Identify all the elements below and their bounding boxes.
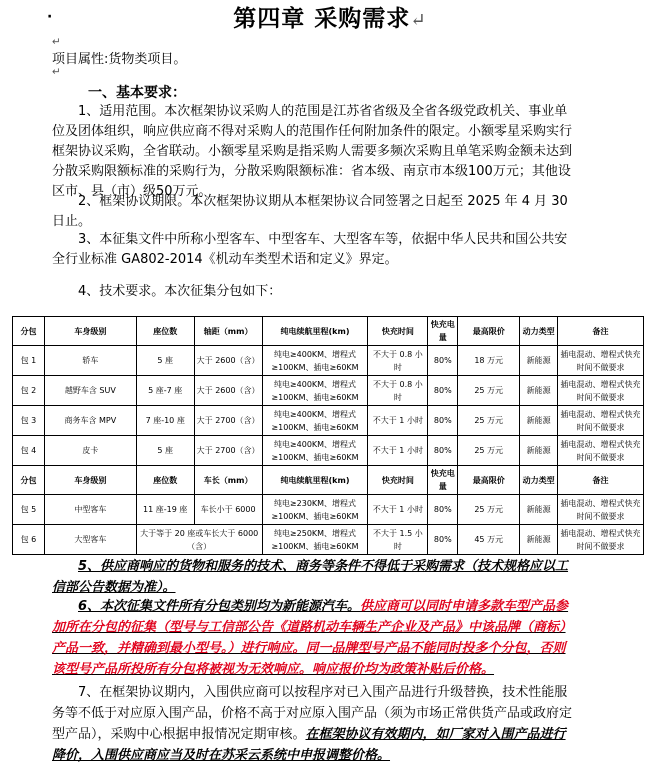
cell-seats: 5 座-7 座: [136, 376, 194, 406]
table-row: [13, 495, 644, 525]
paragraph-term: 2、框架协议期限。本次框架协议期从本框架协议合同签署之日起至 2025 年 4 月 30 日止。: [52, 194, 568, 229]
cell-charge-level: 80%: [428, 406, 458, 436]
header-cell: 动力类型: [520, 317, 558, 346]
cell-price: 25 万元: [458, 406, 520, 436]
cell-range: 纯电≥400KM、增程式≥100KM、插电≥60KM: [262, 346, 368, 376]
cell-dimension: 车长小于 6000: [194, 495, 262, 525]
cell-range: 纯电≥250KM、增程式≥100KM、插电≥60KM: [262, 525, 368, 555]
cell-price: 18 万元: [458, 346, 520, 376]
header-cell: 快充电量: [428, 466, 458, 495]
paragraph-mark-icon: ↵: [52, 36, 61, 48]
p7-text: 7、在框架协议期内，入围供应商可以按程序对已入围产品进行升级替换，技术性能服务等不低于对应原入围产品，价格不高于对应原入围产品（须为市场正常供货产品或政府定型产品），采购中心根据申报情况定期审核。: [52, 685, 573, 742]
cell-note: 插电混动、增程式快充时间不做要求: [558, 495, 644, 525]
cell-charge-level: 80%: [428, 525, 458, 555]
header-cell: 车身级别: [44, 317, 136, 346]
cell-charge-time: 不大于 1.5 小时: [368, 525, 428, 555]
header-cell: 快充时间: [368, 317, 428, 346]
cell-dimension: 大于 2700（含）: [194, 436, 262, 466]
paragraph-scope: 1、适用范围。本次框架协议采购人的范围是江苏省省级及全省各级党政机关、事业单位及团体组织，响应供应商不得对采购人的范围作任何附加条件的限定。小额零星采购实行框架协议采购，全省联动。小额零星采购是指采购人需要多频次采购且单笔采购金额未达到分散采购限额标准的采购行为，分散采购限额标准：省本级、南京市本级100万元；其他设区市、县（市）级50万元。: [52, 104, 573, 199]
header-cell: 车身级别: [44, 466, 136, 495]
cell-package: 包 2: [13, 376, 45, 406]
cell-price: 25 万元: [458, 376, 520, 406]
paragraph-tech-requirements: 4、技术要求。本次征集分包如下：: [78, 284, 282, 299]
cell-charge-time: 不大于 0.8 小时: [368, 346, 428, 376]
p6-lead: 6、本次征集文件所有分包类别均为新能源汽车。: [78, 599, 361, 614]
cell-body: 越野车含 SUV: [44, 376, 136, 406]
cell-power: 新能源: [520, 436, 558, 466]
cell-charge-time: 不大于 1 小时: [368, 436, 428, 466]
cell-range: 纯电≥230KM、增程式≥100KM、插电≥60KM: [262, 495, 368, 525]
table-row: [13, 436, 644, 466]
table-header-row: [13, 317, 644, 346]
p7-emphasis: 在框架协议有效期内，如厂家对入围产品进行降价，入围供应商应当及时在苏采云系统中申报调整价格。: [52, 727, 566, 763]
table-row: [13, 525, 644, 555]
cell-seats-dimension: 大于等于 20 座或车长大于 6000（含）: [136, 525, 262, 555]
cell-range: 纯电≥400KM、增程式≥100KM、插电≥60KM: [262, 406, 368, 436]
cell-power: 新能源: [520, 376, 558, 406]
package-table: [12, 316, 644, 555]
header-cell: 备注: [558, 317, 644, 346]
p6-model-rule: （型号与工信部公告《道路机动车辆生产企业及产品》中该品牌（商标）产品一致，并精确到最小型号。）进行响应。同一品牌型号产品不能同时投多个分包，否则该型号产品所投所有分包将被视为无效响应。响应报价均为政策补贴后价格。: [52, 620, 566, 677]
header-cell: 座位数: [136, 466, 194, 495]
cell-package: 包 1: [13, 346, 45, 376]
cell-note: 插电混动、增程式快充时间不做要求: [558, 525, 644, 555]
table-header-row: [13, 466, 644, 495]
table-row: [13, 406, 644, 436]
cell-note: 插电混动、增程式快充时间不做要求: [558, 406, 644, 436]
cell-price: 25 万元: [458, 495, 520, 525]
cell-power: 新能源: [520, 525, 558, 555]
paragraph-mark-icon: ↵: [52, 66, 61, 78]
cell-seats: 7 座-10 座: [136, 406, 194, 436]
header-cell: 快充时间: [368, 466, 428, 495]
cell-charge-level: 80%: [428, 346, 458, 376]
cell-charge-time: 不大于 1 小时: [368, 406, 428, 436]
cell-charge-time: 不大于 1 小时: [368, 495, 428, 525]
table-row: [13, 376, 644, 406]
header-cell: 纯电续航里程(km): [262, 466, 368, 495]
paragraph-upgrade: [52, 682, 572, 766]
cell-body: 中型客车: [44, 495, 136, 525]
header-cell: 备注: [558, 466, 644, 495]
bullet-mark: ·: [47, 9, 53, 25]
header-cell: 动力类型: [520, 466, 558, 495]
header-cell: 座位数: [136, 317, 194, 346]
cell-package: 包 5: [13, 495, 45, 525]
cell-package: 包 3: [13, 406, 45, 436]
cell-body: 皮卡: [44, 436, 136, 466]
cell-range: 纯电≥400KM、增程式≥100KM、插电≥60KM: [262, 376, 368, 406]
cell-price: 45 万元: [458, 525, 520, 555]
table-row: [13, 346, 644, 376]
header-cell: 最高限价: [458, 317, 520, 346]
cell-body: 大型客车: [44, 525, 136, 555]
cell-seats: 11 座-19 座: [136, 495, 194, 525]
cell-seats: 5 座: [136, 346, 194, 376]
header-cell: 快充电量: [428, 317, 458, 346]
cell-note: 插电混动、增程式快充时间不做要求: [558, 376, 644, 406]
cell-charge-time: 不大于 0.8 小时: [368, 376, 428, 406]
cell-note: 插电混动、增程式快充时间不做要求: [558, 436, 644, 466]
empty-line: [52, 64, 61, 79]
cell-body: 轿车: [44, 346, 136, 376]
cell-power: 新能源: [520, 346, 558, 376]
cell-power: 新能源: [520, 495, 558, 525]
cell-package: 包 4: [13, 436, 45, 466]
paragraph-mark-icon: ↵: [410, 10, 427, 31]
page-title: 第四章 采购需求↵: [233, 5, 427, 32]
cell-range: 纯电≥400KM、增程式≥100KM、插电≥60KM: [262, 436, 368, 466]
header-cell: 纯电续航里程(km): [262, 317, 368, 346]
header-cell: 最高限价: [458, 466, 520, 495]
cell-charge-level: 80%: [428, 376, 458, 406]
paragraph-standard: 3、本征集文件中所称小型客车、中型客车、大型客车等，依据中华人民共和国公共安全行业标准 GA802-2014《机动车类型术语和定义》界定。: [52, 232, 568, 267]
header-cell: 车长（mm）: [194, 466, 262, 495]
section-heading: 一、基本要求：: [88, 85, 186, 101]
project-attribute: 项目属性:货物类项目。: [52, 52, 187, 67]
cell-dimension: 大于 2700（含）: [194, 406, 262, 436]
cell-power: 新能源: [520, 406, 558, 436]
empty-line: [52, 34, 61, 49]
header-cell: 轴距（mm）: [194, 317, 262, 346]
cell-dimension: 大于 2600（含）: [194, 376, 262, 406]
cell-charge-level: 80%: [428, 436, 458, 466]
cell-body: 商务车含 MPV: [44, 406, 136, 436]
paragraph-new-energy: [52, 596, 572, 680]
p6-multiple-models: 供应商可以同时申请多款车型产品参加所在分包的征集: [52, 599, 569, 635]
cell-dimension: 大于 2600（含）: [194, 346, 262, 376]
cell-price: 25 万元: [458, 436, 520, 466]
paragraph-conditions: 5、供应商响应的货物和服务的技术、商务等条件不得低于采购需求（技术规格应以工信部公告数据为准）。: [52, 559, 569, 595]
cell-seats: 5 座: [136, 436, 194, 466]
header-cell: 分包: [13, 317, 45, 346]
cell-charge-level: 80%: [428, 495, 458, 525]
cell-package: 包 6: [13, 525, 45, 555]
header-cell: 分包: [13, 466, 45, 495]
cell-note: 插电混动、增程式快充时间不做要求: [558, 346, 644, 376]
